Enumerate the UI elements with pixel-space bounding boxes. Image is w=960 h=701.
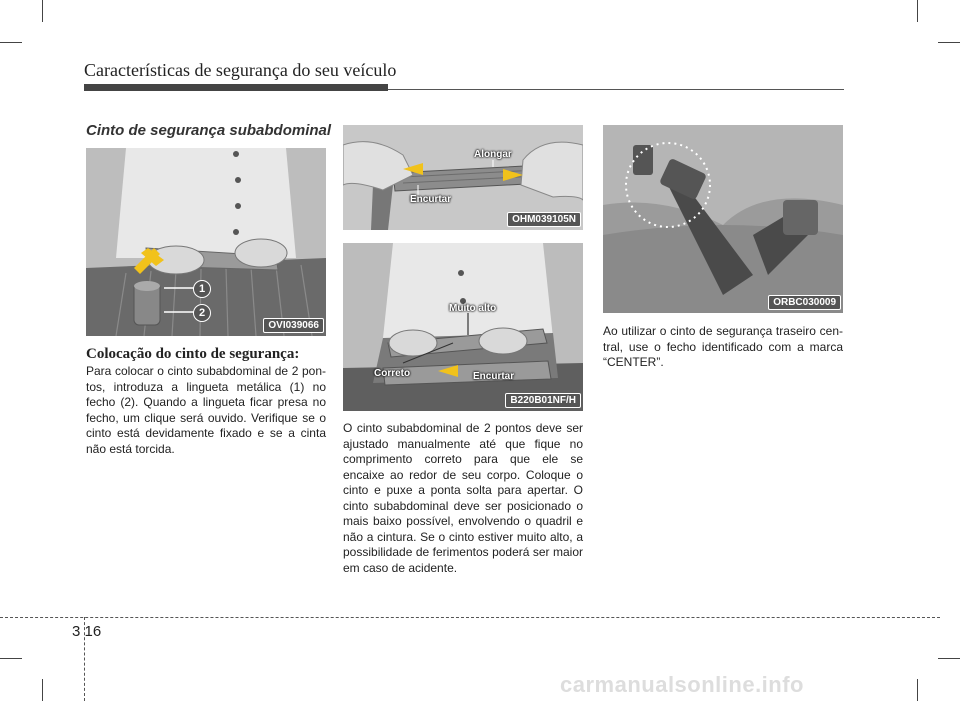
crop-mark xyxy=(917,0,918,22)
paragraph-belt-adjustment: O cinto subabdominal de 2 pontos deve ser ajustado manualmente até que fique no comprimento correto para que ele se encaixe ao redor de seu corpo. Coloque o cinto e puxe a ponta solta para apertar. O cinto subabdominal deve ser posicionado o mais baixo possível, envolvendo o quadril e não a cintura. Se o cinto estiver muito alto, a possibilidade de ferimentos poderá ser maior em caso de acidente. xyxy=(343,421,583,575)
header-rule xyxy=(84,84,388,91)
watermark: carmanualsonline.info xyxy=(560,672,804,697)
page-header-title: Características de segurança do seu veículo xyxy=(84,60,397,80)
callout-2: 2 xyxy=(193,304,211,322)
label-encurtar: Encurtar xyxy=(410,194,452,205)
label-muito-alto: Muito alto xyxy=(449,303,497,314)
figure-rear-center-belt xyxy=(603,125,843,313)
footer-rule xyxy=(0,617,940,618)
section-title: Cinto de segurança subabdominal xyxy=(86,122,332,139)
figure-illustration xyxy=(603,125,843,313)
figure-illustration xyxy=(343,243,583,411)
figure-belt-position xyxy=(343,243,583,411)
crop-mark xyxy=(0,42,22,43)
crop-mark xyxy=(917,679,918,701)
figure-code: B220B01NF/H xyxy=(505,393,581,408)
subhead-belt-fastening: Colocação do cinto de segurança: xyxy=(86,346,300,362)
crop-mark xyxy=(938,658,960,659)
figure-code: OVI039066 xyxy=(263,318,324,333)
figure-code: ORBC030009 xyxy=(768,295,841,310)
crop-mark xyxy=(42,0,43,22)
label-encurtar: Encurtar xyxy=(473,371,515,382)
figure-belt-adjust-length xyxy=(343,125,583,230)
paragraph-lap-belt-buckling: Para colocar o cinto subabdominal de 2 pontos, introduza a lingueta metálica (1) no fecho (2). Quando a lingueta ficar presa no fecho, um clique será ouvido. Verifique se o cinto está devidamente fixado e se a cinta não está torcida. xyxy=(86,364,326,456)
callout-1: 1 xyxy=(193,280,211,298)
page-number: 3 16 xyxy=(72,623,102,640)
paragraph-rear-center-belt: Ao utilizar o cinto de segurança traseiro central, use o fecho identificado com a marca “CENTER”. xyxy=(603,324,843,369)
label-correto: Correto xyxy=(374,368,411,379)
figure-lap-belt-buckling xyxy=(86,148,326,336)
crop-mark xyxy=(42,679,43,701)
label-alongar: Alongar xyxy=(474,149,512,160)
crop-mark xyxy=(0,658,22,659)
header-rule-thin xyxy=(388,89,844,90)
figure-code: OHM039105N xyxy=(507,212,581,227)
crop-mark xyxy=(938,42,960,43)
